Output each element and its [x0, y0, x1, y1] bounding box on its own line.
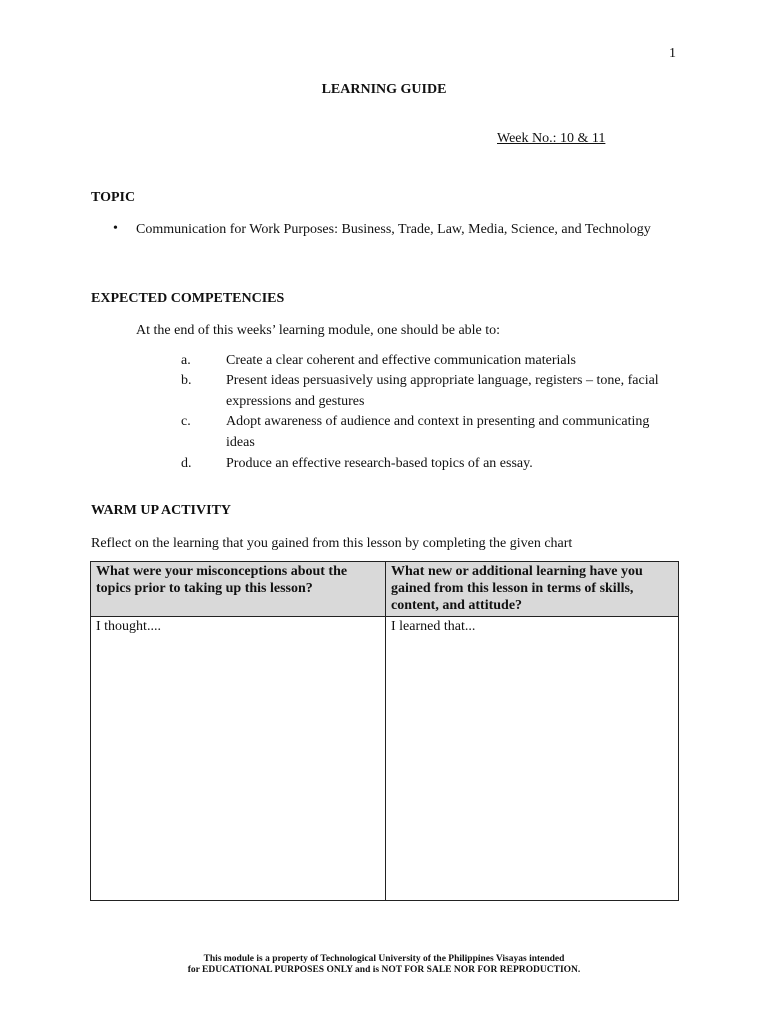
topic-item: Communication for Work Purposes: Business, Trade, Law, Media, Science, and Technology [136, 222, 651, 237]
warmup-heading: WARM UP ACTIVITY [91, 503, 232, 518]
document-title: LEARNING GUIDE [321, 82, 447, 97]
competency-letter-c: c. [181, 414, 191, 429]
chart-header-row [91, 562, 679, 617]
reflection-chart [90, 561, 679, 901]
competencies-heading: EXPECTED COMPETENCIES [91, 291, 285, 306]
footer-line-2: for EDUCATIONAL PURPOSES ONLY and is NOT FOR SALE NOR FOR REPRODUCTION. [187, 965, 581, 975]
competency-letter-a: a. [181, 353, 191, 368]
week-number: Week No.: 10 & 11 [497, 131, 606, 146]
page-number: 1 [669, 46, 676, 61]
chart-answer-row [91, 617, 679, 901]
misconceptions-cell[interactable]: I thought.... [91, 617, 386, 901]
competency-item-b: Present ideas persuasively using appropriate language, registers – tone, facial expressions and gestures [226, 373, 659, 409]
competency-item-d: Produce an effective research-based topics of an essay. [226, 456, 533, 471]
bullet-icon: • [113, 221, 118, 236]
competency-letter-d: d. [181, 456, 192, 471]
competencies-intro: At the end of this weeks’ learning module, one should be able to: [136, 323, 501, 338]
topic-heading: TOPIC [91, 190, 136, 205]
misconceptions-header: What were your misconceptions about the topics prior to taking up this lesson? [91, 562, 386, 617]
warmup-instruction: Reflect on the learning that you gained from this lesson by completing the given chart [91, 536, 573, 551]
competency-letter-b: b. [181, 373, 192, 388]
competency-item-a: Create a clear coherent and effective communication materials [226, 353, 576, 368]
competency-item-c: Adopt awareness of audience and context in presenting and communicating ideas [226, 414, 650, 450]
learning-cell[interactable]: I learned that... [386, 617, 679, 901]
footer-line-1: This module is a property of Technological University of the Philippines Visayas intended [203, 954, 565, 964]
learning-header: What new or additional learning have you gained from this lesson in terms of skills, content, and attitude? [386, 562, 679, 617]
